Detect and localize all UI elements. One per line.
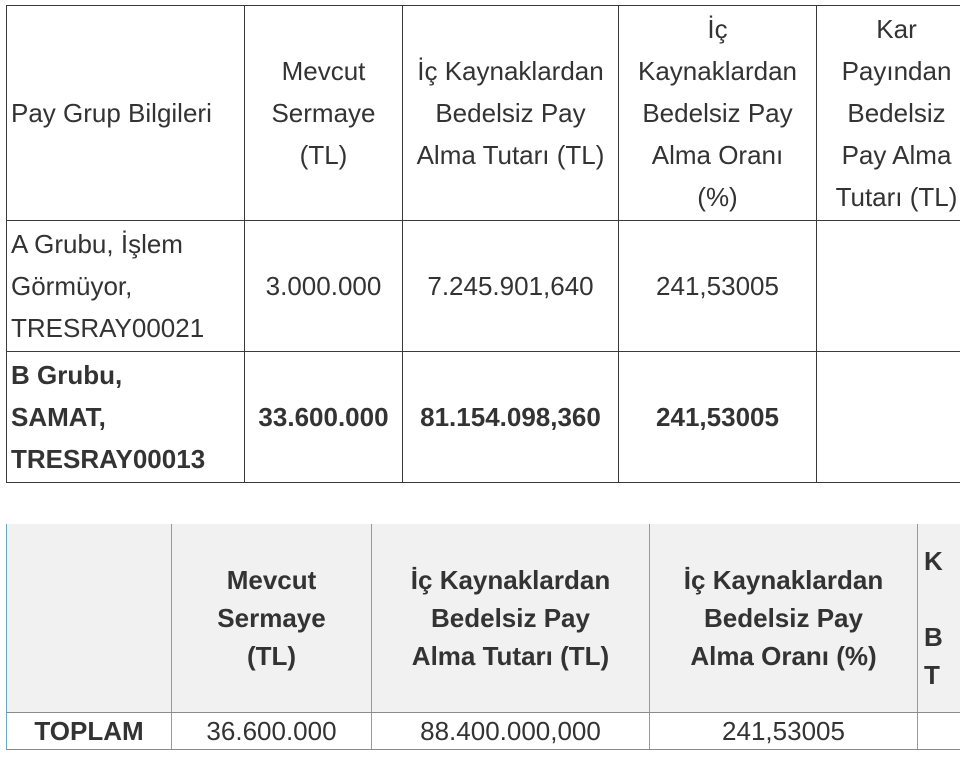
table-cell: 7.245.901,640 xyxy=(403,221,619,352)
header-cell: Pay Grup Bilgileri xyxy=(7,6,245,221)
header-cell: Mevcut Sermaye (TL) xyxy=(172,524,372,713)
header-cell: K B T xyxy=(918,524,960,713)
table-cell: 88.400.000,000 xyxy=(372,713,650,750)
table-cell: 81.154.098,360 xyxy=(403,352,619,483)
header-cell: Kar Payından Bedelsiz Pay Alma Tutarı (TL) xyxy=(817,6,960,221)
table-cell: 3.000.000 xyxy=(245,221,403,352)
table-cell: 241,53005 xyxy=(619,352,817,483)
table-cell: 33.600.000 xyxy=(245,352,403,483)
table-header-row xyxy=(7,524,960,713)
table-header-row xyxy=(7,6,960,221)
header-cell: Mevcut Sermaye (TL) xyxy=(245,6,403,221)
header-cell: İç Kaynaklardan Bedelsiz Pay Alma Oranı (%) xyxy=(650,524,918,713)
total-label: TOPLAM xyxy=(7,713,172,750)
header-cell: İç Kaynaklardan Bedelsiz Pay Alma Tutarı (TL) xyxy=(372,524,650,713)
header-cell: İç Kaynaklardan Bedelsiz Pay Alma Oranı (%) xyxy=(619,6,817,221)
table-cell: 241,53005 xyxy=(650,713,918,750)
table-cell xyxy=(918,713,960,750)
table-cell xyxy=(817,352,960,483)
table-cell: A Grubu, İşlem Görmüyor, TRESRAY00021 xyxy=(7,221,245,352)
pay-group-table xyxy=(6,5,960,483)
total-table xyxy=(6,524,960,750)
table-cell xyxy=(817,221,960,352)
header-cell: İç Kaynaklardan Bedelsiz Pay Alma Tutarı (TL) xyxy=(403,6,619,221)
table-row xyxy=(7,713,960,750)
header-cell xyxy=(7,524,172,713)
table-row xyxy=(7,352,960,483)
table-cell: 241,53005 xyxy=(619,221,817,352)
table-cell: 36.600.000 xyxy=(172,713,372,750)
table-row xyxy=(7,221,960,352)
table-cell: B Grubu, SAMAT, TRESRAY00013 xyxy=(7,352,245,483)
